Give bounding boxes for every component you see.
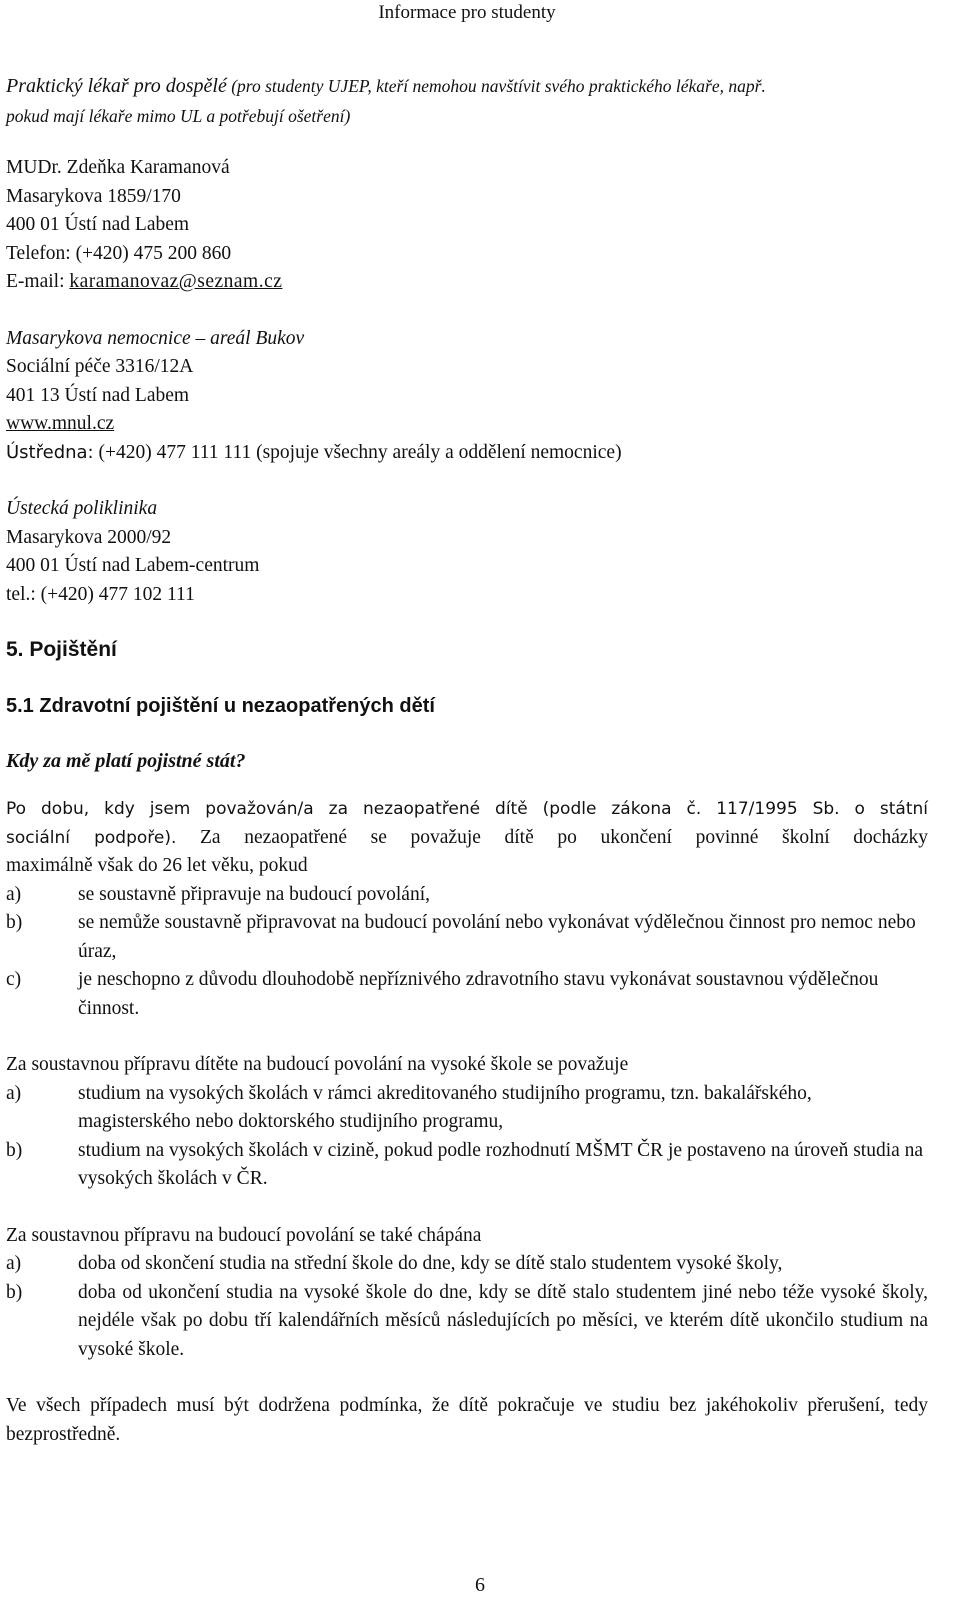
paragraph-4: Ve všech případech musí být dodržena podmínka, že dítě pokračuje ve studiu bez jakéhokoliv přerušení, tedy bezprostředně. [6,1395,928,1445]
document-page [6,0,928,1449]
list-item: a) se soustavně připravuje na budoucí povolání, [6,883,430,905]
question-heading: Kdy za mě platí pojistné stát? [6,750,246,772]
hospital-name: Masarykova nemocnice – areál Bukov [6,327,305,349]
section-title: 5. Pojištění [6,638,117,661]
intro-lead: Praktický lékař pro dospělé [6,75,227,97]
paragraph-1 [6,795,928,1023]
hospital-web-link[interactable]: www.mnul.cz [6,413,115,434]
page-header: Informace pro studenty [378,2,556,23]
hospital-street: Sociální péče 3316/12A [6,356,194,377]
list-item: b) doba od ukončení studia na vysoké škole do dne, kdy se dítě stalo studentem jiné nebo téže vysoké školy, nejdéle však po dobu tří kalendářních měsíců následujících po měsíci, ve kterém dítě ukončilo studium na vysoké škole. [6,1281,928,1360]
p1-line-2b: Za nezaopatřené se považuje dítě po ukončení povinné školní docházky [176,826,929,848]
list-item: a) studium na vysokých školách v rámci akreditovaného studijního programu, tzn. bakalářského, magisterského nebo doktorského studijního programu, [6,1082,812,1132]
list-item: a) doba od skončení studia na střední škole do dne, kdy se dítě stalo studentem vysoké školy, [6,1253,783,1274]
clinic-name: Ústecká poliklinika [6,498,158,519]
page-number: 6 [475,1574,485,1596]
clinic-city: 400 01 Ústí nad Labem-centrum [6,555,260,576]
intro-note: (pro studenty UJEP, kteří nemohou navštívit svého praktického lékaře, např. [226,76,766,96]
switchboard-label: Ústředna: [6,441,94,463]
p1-line-2a: sociální podpoře). [6,827,177,848]
p2-lead: Za soustavnou přípravu dítěte na budoucí povolání na vysoké škole se považuje [6,1054,629,1075]
list-item: b) se nemůže soustavně připravovat na budoucí povolání nebo vykonávat výdělečnou činnost pro nemoc nebo úraz, [6,912,916,962]
doctor-email-label: E-mail: [6,271,70,292]
switchboard-text: (+420) 477 111 111 (spojuje všechny areály a oddělení nemocnice) [93,441,622,463]
clinic-phone: tel.: (+420) 477 102 111 [6,583,195,605]
p1-line-1: Po dobu, kdy jsem považován/a za nezaopatřené dítě (podle zákona č. 117/1995 Sb. o státní [6,799,928,819]
intro-paragraph [6,72,928,130]
paragraph-3 [6,1222,928,1365]
clinic-street: Masarykova 2000/92 [6,526,172,548]
intro-note-2: pokud mají lékaře mimo UL a potřebují ošetření) [6,105,351,126]
doctor-street: Masarykova 1859/170 [6,185,181,207]
paragraph-2 [6,1051,928,1194]
clinic-contact [6,495,928,609]
list-item: c) je neschopno z důvodu dlouhodobě nepříznivého zdravotního stavu vykonávat soustavnou výdělečnou činnost. [6,969,879,1019]
doctor-name: MUDr. Zdeňka Karamanová [6,157,230,178]
list-item: b) studium na vysokých školách v cizině, pokud podle rozhodnutí MŠMT ČR je postaveno na úroveň studia na vysokých školách v ČR. [6,1139,924,1189]
doctor-phone: Telefon: (+420) 475 200 860 [6,242,232,264]
p3-lead: Za soustavnou přípravu na budoucí povolání se také chápána [6,1224,482,1246]
doctor-contact [6,154,928,297]
subsection-title: 5.1 Zdravotní pojištění u nezaopatřených dětí [6,695,435,717]
hospital-city: 401 13 Ústí nad Labem [6,384,190,406]
doctor-city: 400 01 Ústí nad Labem [6,214,190,235]
p1-line-3: maximálně však do 26 let věku, pokud [6,855,308,876]
hospital-contact [6,325,928,468]
doctor-email-link[interactable]: karamanovaz@seznam.cz [69,271,283,292]
